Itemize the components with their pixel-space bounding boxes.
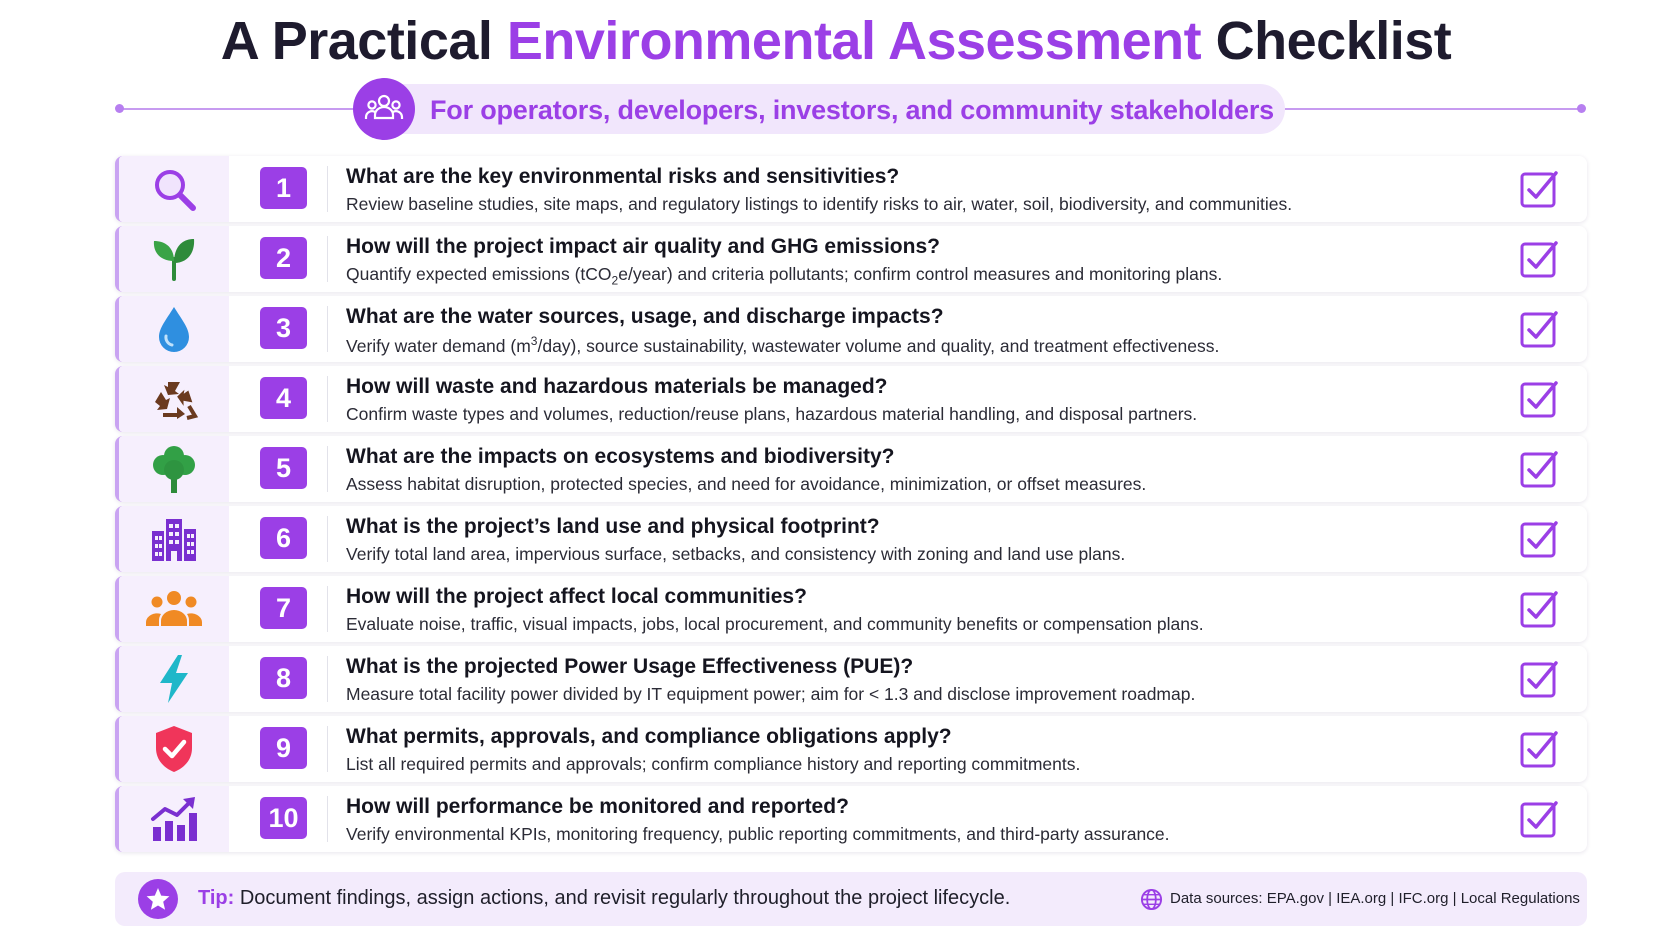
tip-label: Tip: [198, 887, 235, 909]
checklist-item-4 [115, 366, 1587, 432]
item-question: What is the projected Power Usage Effectiveness (PUE)? [346, 655, 914, 678]
checklist-item-7 [115, 576, 1587, 642]
item-detail-subscript: 2 [611, 273, 619, 288]
community-icon [119, 576, 229, 642]
item-question: How will performance be monitored and reported? [346, 795, 849, 818]
checkbox-checked-icon[interactable] [1519, 589, 1559, 629]
checklist-item-5 [115, 436, 1587, 502]
data-sources: Data sources: EPA.gov | IEA.org | IFC.org | Local Regulations [1170, 890, 1580, 907]
checkbox-checked-icon[interactable] [1519, 799, 1559, 839]
checklist-item-2 [115, 226, 1587, 292]
checklist-item-3 [115, 296, 1587, 362]
divider-line-left [119, 108, 359, 110]
item-detail: Verify total land area, impervious surface, setbacks, and consistency with zoning and land use plans. [346, 544, 1126, 564]
checklist-item-6 [115, 506, 1587, 572]
tip-footer [115, 872, 1587, 926]
item-detail-pre: Quantify expected emissions (tCO [346, 264, 612, 284]
star-icon [138, 879, 178, 919]
water-drop-icon [119, 296, 229, 362]
row-divider [327, 516, 328, 562]
item-question: What are the impacts on ecosystems and biodiversity? [346, 445, 895, 468]
checklist [115, 156, 1587, 856]
shield-check-icon [119, 716, 229, 782]
item-detail [346, 264, 1222, 288]
item-question: What is the project’s land use and physical footprint? [346, 515, 880, 538]
checklist-item-10 [115, 786, 1587, 852]
page-title [0, 10, 1672, 72]
checkbox-checked-icon[interactable] [1519, 729, 1559, 769]
item-number: 7 [260, 587, 307, 629]
globe-icon [1140, 888, 1163, 911]
checkbox-checked-icon[interactable] [1519, 169, 1559, 209]
magnifier-icon [119, 156, 229, 222]
item-number: 3 [260, 307, 307, 349]
item-question: How will waste and hazardous materials be managed? [346, 375, 888, 398]
item-detail-pre: Verify water demand (m [346, 335, 531, 356]
title-accent: Environmental Assessment [506, 11, 1202, 71]
buildings-icon [119, 506, 229, 572]
item-number: 9 [260, 727, 307, 769]
checklist-item-8 [115, 646, 1587, 712]
item-detail: Verify environmental KPIs, monitoring frequency, public reporting commitments, and third-party assurance. [346, 824, 1170, 844]
tip-body: Document findings, assign actions, and revisit regularly throughout the project lifecycle. [234, 887, 1011, 909]
row-divider [327, 446, 328, 492]
row-divider [327, 236, 328, 282]
row-divider [327, 656, 328, 702]
item-detail-post: e/year) and criteria pollutants; confirm control measures and monitoring plans. [618, 264, 1223, 284]
title-part-2: Checklist [1201, 11, 1452, 71]
row-divider [327, 796, 328, 842]
growth-chart-icon [119, 786, 229, 852]
item-number: 2 [260, 237, 307, 279]
people-group-icon [353, 78, 415, 140]
row-divider [327, 586, 328, 632]
item-number: 10 [260, 797, 307, 839]
divider-dot-right [1577, 104, 1586, 113]
item-detail: Confirm waste types and volumes, reduction/reuse plans, hazardous material handling, and disposal partners. [346, 404, 1198, 424]
row-divider [327, 166, 328, 212]
checklist-item-1 [115, 156, 1587, 222]
tip-text [198, 887, 1010, 910]
subtitle-banner [115, 78, 1587, 140]
item-number: 5 [260, 447, 307, 489]
title-part-1: A Practical [220, 11, 507, 71]
item-detail: List all required permits and approvals; confirm compliance history and reporting commitments. [346, 754, 1081, 774]
item-detail: Assess habitat disruption, protected species, and need for avoidance, minimization, or offset measures. [346, 474, 1147, 494]
checkbox-checked-icon[interactable] [1519, 309, 1559, 349]
item-detail-post: /day), source sustainability, wastewater volume and quality, and treatment effectiveness. [537, 335, 1220, 356]
sprout-icon [119, 226, 229, 292]
item-detail: Measure total facility power divided by IT equipment power; aim for < 1.3 and disclose improvement roadmap. [346, 684, 1196, 704]
subtitle-text: For operators, developers, investors, and community stakeholders [430, 95, 1274, 125]
item-detail: Review baseline studies, site maps, and regulatory listings to identify risks to air, water, soil, biodiversity, and communities. [346, 194, 1293, 214]
recycle-icon [119, 366, 229, 432]
checkbox-checked-icon[interactable] [1519, 659, 1559, 699]
checkbox-checked-icon[interactable] [1519, 449, 1559, 489]
item-question: What permits, approvals, and compliance obligations apply? [346, 725, 952, 748]
checkbox-checked-icon[interactable] [1519, 519, 1559, 559]
item-detail-superscript: 3 [530, 334, 538, 348]
item-number: 6 [260, 517, 307, 559]
tree-icon [119, 436, 229, 502]
checkbox-checked-icon[interactable] [1519, 239, 1559, 279]
row-divider [327, 726, 328, 772]
item-number: 1 [260, 167, 307, 209]
item-number: 8 [260, 657, 307, 699]
checkbox-checked-icon[interactable] [1519, 379, 1559, 419]
row-divider [327, 306, 328, 352]
item-question: How will the project affect local communities? [346, 585, 807, 608]
item-question: What are the water sources, usage, and discharge impacts? [346, 305, 944, 328]
checklist-item-9 [115, 716, 1587, 782]
item-question: How will the project impact air quality and GHG emissions? [346, 235, 940, 258]
item-question: What are the key environmental risks and sensitivities? [346, 165, 900, 188]
item-detail: Evaluate noise, traffic, visual impacts, jobs, local procurement, and community benefits or compensation plans. [346, 614, 1204, 634]
divider-line-right [1283, 108, 1581, 110]
item-detail [346, 334, 1219, 357]
divider-dot-left [115, 104, 124, 113]
item-number: 4 [260, 377, 307, 419]
lightning-bolt-icon [119, 646, 229, 712]
row-divider [327, 376, 328, 422]
